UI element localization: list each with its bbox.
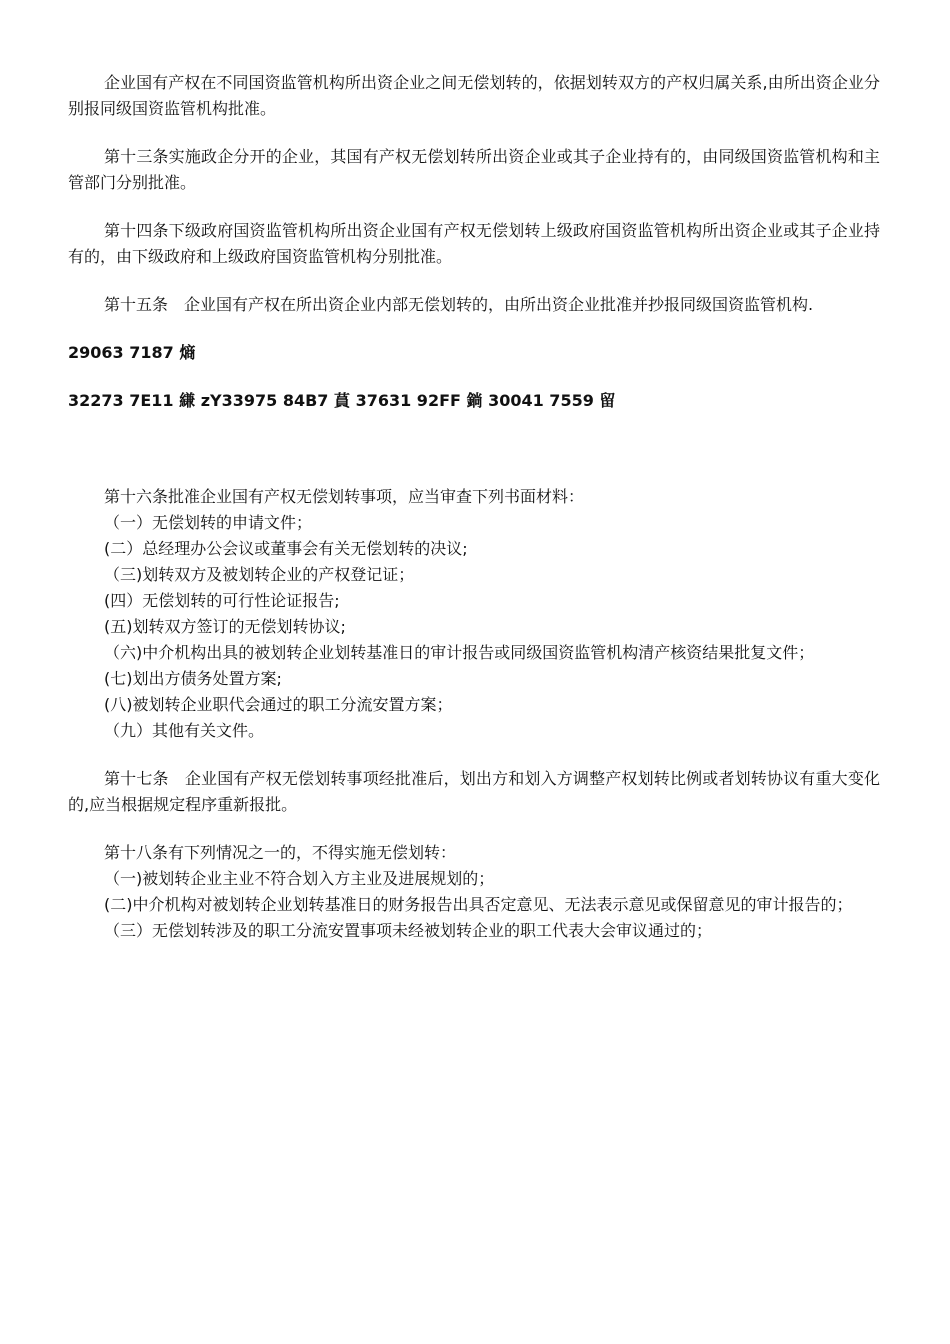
paragraph-article-13: 第十三条实施政企分开的企业，其国有产权无偿划转所出资企业或其子企业持有的，由同级国资监管机构和主管部门分别批准。 [68, 147, 880, 192]
article-16-item-8: (八)被划转企业职代会通过的职工分流安置方案； [104, 695, 453, 714]
article-16-item-6: （六)中介机构出具的被划转企业划转基准日的审计报告或同级国资监管机构清产核资结果批复文件； [104, 643, 815, 662]
article-16-item-4: (四）无偿划转的可行性论证报告; [104, 591, 340, 610]
article-16-item-7: (七)划出方债务处置方案; [104, 669, 282, 688]
article-18-item-1: （一)被划转企业主业不符合划入方主业及进展规划的； [104, 869, 495, 888]
article-18-item-2: (二)中介机构对被划转企业划转基准日的财务报告出具否定意见、无法表示意见或保留意见的审计报告的； [104, 895, 853, 914]
paragraph-article-15: 第十五条 企业国有产权在所出资企业内部无偿划转的，由所出资企业批准并抄报同级国资监管机构. [104, 295, 814, 314]
paragraph-article-14: 第十四条下级政府国资监管机构所出资企业国有产权无偿划转上级政府国资监管机构所出资企业或其子企业持有的，由下级政府和上级政府国资监管机构分别批准。 [68, 221, 880, 266]
article-16-item-1: （一）无偿划转的申请文件； [104, 513, 313, 532]
article-16-item-2: (二）总经理办公会议或董事会有关无偿划转的决议; [104, 539, 468, 558]
article-16-item-9: （九）其他有关文件。 [104, 721, 265, 740]
article-16-item-5: (五)划转双方签订的无偿划转协议; [104, 617, 346, 636]
document-page [68, 70, 880, 944]
paragraph-article-17: 第十七条 企业国有产权无偿划转事项经批准后，划出方和划入方调整产权划转比例或者划转协议有重大变化的,应当根据规定程序重新报批。 [68, 769, 880, 814]
paragraph-article-18-title: 第十八条有下列情况之一的，不得实施无偿划转： [104, 843, 457, 862]
paragraph-article-16-title: 第十六条批准企业国有产权无偿划转事项，应当审查下列书面材料： [104, 487, 585, 506]
code-line-2: 32273 7E11 縑 zY33975 84B7 蒷 37631 92FF 鋿 30041 7559 留 [68, 391, 616, 410]
article-18-item-3: （三）无偿划转涉及的职工分流安置事项未经被划转企业的职工代表大会审议通过的； [104, 921, 713, 940]
article-16-item-3: （三)划转双方及被划转企业的产权登记证； [104, 565, 415, 584]
code-line-1: 29063 7187 熵 [68, 343, 196, 362]
paragraph-transfer-between-agencies: 企业国有产权在不同国资监管机构所出资企业之间无偿划转的，依据划转双方的产权归属关系,由所出资企业分别报同级国资监管机构批准。 [68, 73, 880, 118]
